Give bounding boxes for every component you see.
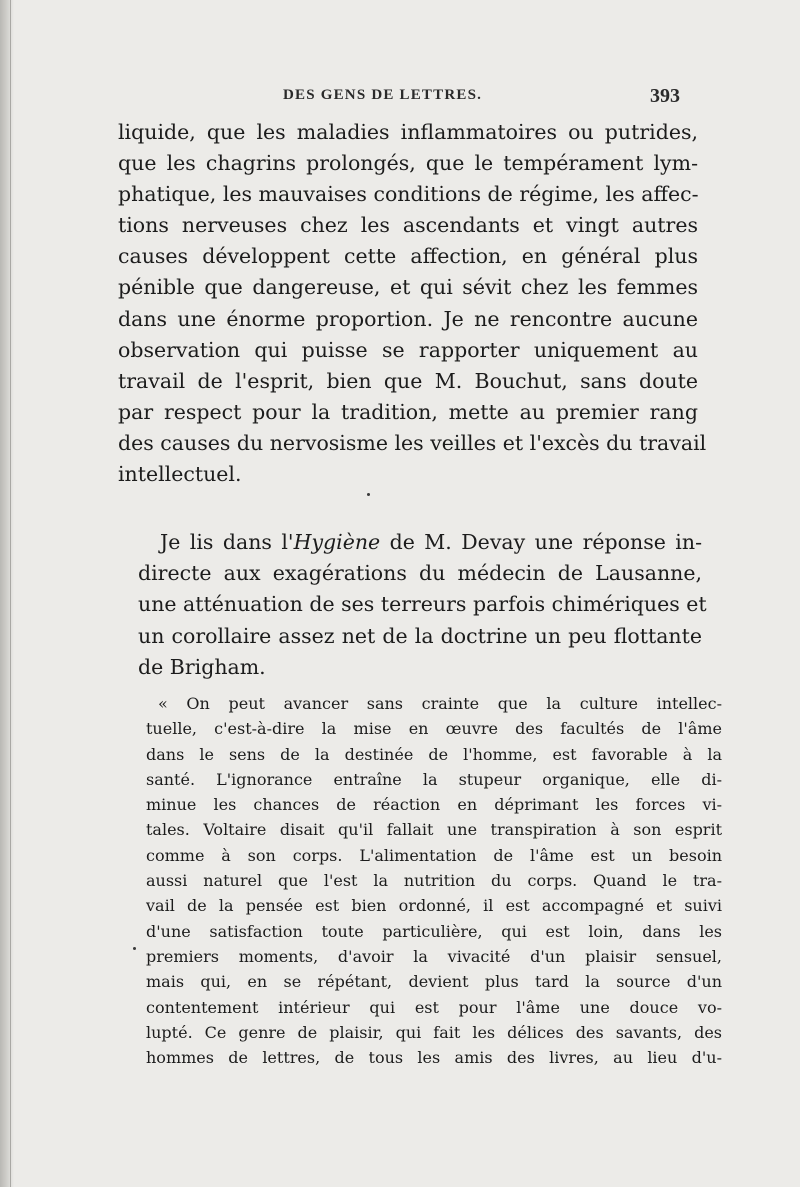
text-run: Je lis dans l' [160,530,294,554]
text-line: dans une énorme proportion. Je ne rencontre aucune [118,306,698,331]
block-quote [146,691,722,1070]
text-line: observation qui puisse se rapporter uniquement au [118,337,698,362]
page-header [120,85,680,111]
quote-line: lupté. Ce genre de plaisir, qui fait les délices des savants, des [146,1022,722,1042]
quote-line: tuelle, c'est-à-dire la mise en œuvre des facultés de l'âme [146,719,722,739]
book-gutter-edge [10,0,11,1187]
quote-line: « On peut avancer sans crainte que la culture intellec- [158,694,722,713]
text-line: un corollaire assez net de la doctrine un peu flottante [138,623,702,648]
book-gutter-shadow [0,0,14,1187]
paragraph-devay [138,527,707,683]
text-line: pénible que dangereuse, et qui sévit chez les femmes [118,275,698,300]
text-line [138,527,702,558]
paragraph-continued [118,117,707,490]
quote-line: premiers moments, d'avoir la vivacité d'un plaisir sensuel, [146,946,722,966]
quote-line: vail de la pensée est bien ordonné, il est accompagné et suivi [146,896,722,916]
text-line: tions nerveuses chez les ascendants et vingt autres [118,213,698,238]
paper-speck [133,947,136,950]
text-line: phatique, les mauvaises conditions de régime, les affec- [118,182,699,207]
text-line: intellectuel. [118,462,242,487]
quote-line: contentement intérieur qui est pour l'âme une douce vo- [146,997,722,1017]
quote-line: santé. L'ignorance entraîne la stupeur organique, elle di- [146,769,722,789]
quote-line: mais qui, en se répétant, devient plus tard la source d'un [146,972,722,992]
quote-line: d'une satisfaction toute particulière, qui est loin, dans les [146,921,722,941]
text-line: une atténuation de ses terreurs parfois chimériques et [138,592,707,617]
quote-line: hommes de lettres, de tous les amis des livres, au lieu d'u- [146,1048,722,1068]
text-line: que les chagrins prolongés, que le tempérament lym- [118,151,698,176]
paper-speck [367,493,370,496]
running-head: DES GENS DE LETTRES. [283,87,483,103]
text-line: des causes du nervosisme les veilles et l'excès du travail [118,430,707,455]
quote-line: aussi naturel que l'est la nutrition du corps. Quand le tra- [146,871,722,891]
page-number: 393 [650,85,680,107]
text-line: causes développent cette affection, en général plus [118,244,698,269]
quote-line: comme à son corps. L'alimentation de l'âme est un besoin [146,845,722,865]
text-line: directe aux exagérations du médecin de Lausanne, [138,561,702,586]
text-line: liquide, que les maladies inflammatoires ou putrides, [118,120,698,144]
quote-line: minue les chances de réaction en déprimant les forces vi- [146,795,722,815]
quote-line: dans le sens de la destinée de l'homme, est favorable à la [146,744,722,764]
text-line: de Brigham. [138,654,266,679]
text-run: de M. Devay une réponse in- [380,530,702,554]
text-line: travail de l'esprit, bien que M. Bouchut, sans doute [118,368,698,393]
book-title-italic: Hygiène [293,530,381,554]
quote-line: tales. Voltaire disait qu'il fallait une transpiration à son esprit [146,820,722,840]
text-line: par respect pour la tradition, mette au premier rang [118,399,698,424]
